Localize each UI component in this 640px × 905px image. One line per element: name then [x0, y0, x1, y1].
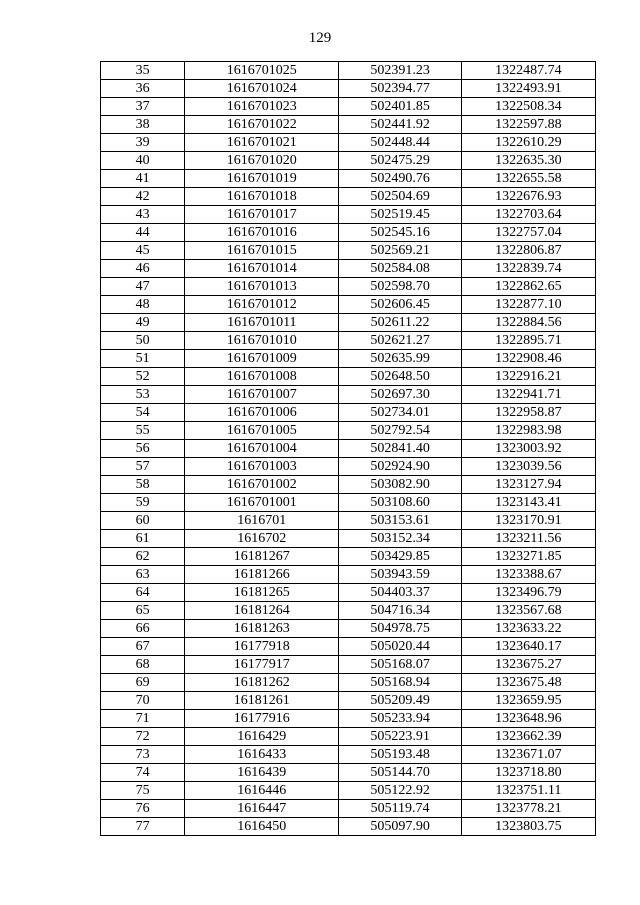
row-number-cell: 65: [101, 602, 185, 620]
row-number-cell: 38: [101, 116, 185, 134]
row-number-cell: 49: [101, 314, 185, 332]
y-coordinate-cell: 1323803.75: [461, 818, 595, 836]
x-coordinate-cell: 505144.70: [339, 764, 461, 782]
point-code-cell: 16177916: [185, 710, 339, 728]
row-number-cell: 61: [101, 530, 185, 548]
x-coordinate-cell: 505209.49: [339, 692, 461, 710]
y-coordinate-cell: 1323143.41: [461, 494, 595, 512]
table-row: [101, 530, 596, 548]
y-coordinate-cell: 1323662.39: [461, 728, 595, 746]
row-number-cell: 54: [101, 404, 185, 422]
x-coordinate-cell: 505223.91: [339, 728, 461, 746]
y-coordinate-cell: 1323496.79: [461, 584, 595, 602]
table-row: [101, 512, 596, 530]
point-code-cell: 1616701019: [185, 170, 339, 188]
row-number-cell: 57: [101, 458, 185, 476]
table-row: [101, 62, 596, 80]
y-coordinate-cell: 1323170.91: [461, 512, 595, 530]
point-code-cell: 1616701021: [185, 134, 339, 152]
row-number-cell: 69: [101, 674, 185, 692]
point-code-cell: 16181264: [185, 602, 339, 620]
y-coordinate-cell: 1323127.94: [461, 476, 595, 494]
point-code-cell: 1616450: [185, 818, 339, 836]
table-row: [101, 548, 596, 566]
table-row: [101, 368, 596, 386]
point-code-cell: 1616701002: [185, 476, 339, 494]
row-number-cell: 55: [101, 422, 185, 440]
x-coordinate-cell: 503429.85: [339, 548, 461, 566]
table-row: [101, 638, 596, 656]
row-number-cell: 35: [101, 62, 185, 80]
y-coordinate-cell: 1322958.87: [461, 404, 595, 422]
page-number: 129: [308, 30, 332, 46]
row-number-cell: 42: [101, 188, 185, 206]
point-code-cell: 1616701006: [185, 404, 339, 422]
x-coordinate-cell: 504978.75: [339, 620, 461, 638]
y-coordinate-cell: 1322908.46: [461, 350, 595, 368]
row-number-cell: 39: [101, 134, 185, 152]
row-number-cell: 73: [101, 746, 185, 764]
x-coordinate-cell: 505122.92: [339, 782, 461, 800]
row-number-cell: 43: [101, 206, 185, 224]
table-row: [101, 152, 596, 170]
point-code-cell: 16181261: [185, 692, 339, 710]
y-coordinate-cell: 1322597.88: [461, 116, 595, 134]
table-body: [101, 62, 596, 836]
row-number-cell: 47: [101, 278, 185, 296]
x-coordinate-cell: 502401.85: [339, 98, 461, 116]
y-coordinate-cell: 1322806.87: [461, 242, 595, 260]
y-coordinate-cell: 1322941.71: [461, 386, 595, 404]
y-coordinate-cell: 1322703.64: [461, 206, 595, 224]
table-row: [101, 602, 596, 620]
point-code-cell: 1616701010: [185, 332, 339, 350]
y-coordinate-cell: 1323640.17: [461, 638, 595, 656]
point-code-cell: 1616701016: [185, 224, 339, 242]
y-coordinate-cell: 1322839.74: [461, 260, 595, 278]
table-row: [101, 494, 596, 512]
y-coordinate-cell: 1323567.68: [461, 602, 595, 620]
x-coordinate-cell: 502792.54: [339, 422, 461, 440]
table-row: [101, 170, 596, 188]
point-code-cell: 1616701009: [185, 350, 339, 368]
point-code-cell: 1616701011: [185, 314, 339, 332]
table-row: [101, 242, 596, 260]
row-number-cell: 58: [101, 476, 185, 494]
y-coordinate-cell: 1322655.58: [461, 170, 595, 188]
point-code-cell: 16181266: [185, 566, 339, 584]
point-code-cell: 1616701015: [185, 242, 339, 260]
point-code-cell: 1616701001: [185, 494, 339, 512]
row-number-cell: 36: [101, 80, 185, 98]
row-number-cell: 46: [101, 260, 185, 278]
point-code-cell: 1616701017: [185, 206, 339, 224]
table-row: [101, 746, 596, 764]
y-coordinate-cell: 1322916.21: [461, 368, 595, 386]
row-number-cell: 63: [101, 566, 185, 584]
point-code-cell: 1616701018: [185, 188, 339, 206]
point-code-cell: 1616701013: [185, 278, 339, 296]
y-coordinate-cell: 1323671.07: [461, 746, 595, 764]
table-row: [101, 782, 596, 800]
table-row: [101, 476, 596, 494]
point-code-cell: 16177918: [185, 638, 339, 656]
table-row: [101, 206, 596, 224]
point-code-cell: 1616429: [185, 728, 339, 746]
x-coordinate-cell: 503108.60: [339, 494, 461, 512]
x-coordinate-cell: 502697.30: [339, 386, 461, 404]
table-row: [101, 728, 596, 746]
row-number-cell: 60: [101, 512, 185, 530]
x-coordinate-cell: 503943.59: [339, 566, 461, 584]
y-coordinate-cell: 1322487.74: [461, 62, 595, 80]
y-coordinate-cell: 1323648.96: [461, 710, 595, 728]
row-number-cell: 41: [101, 170, 185, 188]
x-coordinate-cell: 502648.50: [339, 368, 461, 386]
x-coordinate-cell: 502394.77: [339, 80, 461, 98]
row-number-cell: 64: [101, 584, 185, 602]
row-number-cell: 37: [101, 98, 185, 116]
point-code-cell: 1616701004: [185, 440, 339, 458]
x-coordinate-cell: 502598.70: [339, 278, 461, 296]
table-row: [101, 80, 596, 98]
x-coordinate-cell: 505168.94: [339, 674, 461, 692]
y-coordinate-cell: 1322862.65: [461, 278, 595, 296]
x-coordinate-cell: 502635.99: [339, 350, 461, 368]
row-number-cell: 48: [101, 296, 185, 314]
row-number-cell: 52: [101, 368, 185, 386]
x-coordinate-cell: 502611.22: [339, 314, 461, 332]
table-row: [101, 224, 596, 242]
table-row: [101, 674, 596, 692]
table-row: [101, 620, 596, 638]
y-coordinate-cell: 1322676.93: [461, 188, 595, 206]
x-coordinate-cell: 502519.45: [339, 206, 461, 224]
row-number-cell: 67: [101, 638, 185, 656]
x-coordinate-cell: 504403.37: [339, 584, 461, 602]
table-row: [101, 386, 596, 404]
y-coordinate-cell: 1323778.21: [461, 800, 595, 818]
y-coordinate-cell: 1323718.80: [461, 764, 595, 782]
point-code-cell: 1616701014: [185, 260, 339, 278]
point-code-cell: 1616433: [185, 746, 339, 764]
y-coordinate-cell: 1322983.98: [461, 422, 595, 440]
row-number-cell: 70: [101, 692, 185, 710]
row-number-cell: 62: [101, 548, 185, 566]
point-code-cell: 1616447: [185, 800, 339, 818]
x-coordinate-cell: 502734.01: [339, 404, 461, 422]
x-coordinate-cell: 503152.34: [339, 530, 461, 548]
x-coordinate-cell: 504716.34: [339, 602, 461, 620]
x-coordinate-cell: 502841.40: [339, 440, 461, 458]
x-coordinate-cell: 505193.48: [339, 746, 461, 764]
row-number-cell: 53: [101, 386, 185, 404]
table-row: [101, 332, 596, 350]
y-coordinate-cell: 1322877.10: [461, 296, 595, 314]
x-coordinate-cell: 505097.90: [339, 818, 461, 836]
y-coordinate-cell: 1323675.48: [461, 674, 595, 692]
x-coordinate-cell: 505020.44: [339, 638, 461, 656]
table-row: [101, 710, 596, 728]
point-code-cell: 1616701007: [185, 386, 339, 404]
row-number-cell: 56: [101, 440, 185, 458]
y-coordinate-cell: 1323271.85: [461, 548, 595, 566]
table-row: [101, 188, 596, 206]
row-number-cell: 76: [101, 800, 185, 818]
y-coordinate-cell: 1322635.30: [461, 152, 595, 170]
y-coordinate-cell: 1322508.34: [461, 98, 595, 116]
x-coordinate-cell: 502924.90: [339, 458, 461, 476]
x-coordinate-cell: 505119.74: [339, 800, 461, 818]
table-row: [101, 296, 596, 314]
x-coordinate-cell: 503082.90: [339, 476, 461, 494]
y-coordinate-cell: 1322895.71: [461, 332, 595, 350]
row-number-cell: 40: [101, 152, 185, 170]
x-coordinate-cell: 502391.23: [339, 62, 461, 80]
x-coordinate-cell: 505168.07: [339, 656, 461, 674]
x-coordinate-cell: 502545.16: [339, 224, 461, 242]
x-coordinate-cell: 502621.27: [339, 332, 461, 350]
point-code-cell: 16181262: [185, 674, 339, 692]
y-coordinate-cell: 1323633.22: [461, 620, 595, 638]
y-coordinate-cell: 1322610.29: [461, 134, 595, 152]
x-coordinate-cell: 502569.21: [339, 242, 461, 260]
x-coordinate-cell: 502584.08: [339, 260, 461, 278]
y-coordinate-cell: 1323659.95: [461, 692, 595, 710]
coordinates-table: [100, 61, 596, 836]
y-coordinate-cell: 1322493.91: [461, 80, 595, 98]
point-code-cell: 16181267: [185, 548, 339, 566]
point-code-cell: 1616701005: [185, 422, 339, 440]
x-coordinate-cell: 502448.44: [339, 134, 461, 152]
x-coordinate-cell: 502441.92: [339, 116, 461, 134]
row-number-cell: 51: [101, 350, 185, 368]
x-coordinate-cell: 503153.61: [339, 512, 461, 530]
row-number-cell: 66: [101, 620, 185, 638]
point-code-cell: 1616701024: [185, 80, 339, 98]
x-coordinate-cell: 502504.69: [339, 188, 461, 206]
table-row: [101, 278, 596, 296]
table-row: [101, 116, 596, 134]
table-row: [101, 314, 596, 332]
table-row: [101, 692, 596, 710]
table-row: [101, 350, 596, 368]
row-number-cell: 50: [101, 332, 185, 350]
row-number-cell: 72: [101, 728, 185, 746]
table-row: [101, 98, 596, 116]
table-row: [101, 134, 596, 152]
row-number-cell: 74: [101, 764, 185, 782]
point-code-cell: 1616439: [185, 764, 339, 782]
table-row: [101, 260, 596, 278]
point-code-cell: 1616701003: [185, 458, 339, 476]
table-row: [101, 458, 596, 476]
y-coordinate-cell: 1323211.56: [461, 530, 595, 548]
row-number-cell: 45: [101, 242, 185, 260]
row-number-cell: 75: [101, 782, 185, 800]
table-row: [101, 566, 596, 584]
table-row: [101, 818, 596, 836]
table-row: [101, 422, 596, 440]
point-code-cell: 1616701023: [185, 98, 339, 116]
row-number-cell: 77: [101, 818, 185, 836]
table-row: [101, 404, 596, 422]
row-number-cell: 68: [101, 656, 185, 674]
point-code-cell: 1616701: [185, 512, 339, 530]
point-code-cell: 1616701008: [185, 368, 339, 386]
table-row: [101, 764, 596, 782]
y-coordinate-cell: 1323039.56: [461, 458, 595, 476]
point-code-cell: 1616446: [185, 782, 339, 800]
y-coordinate-cell: 1323675.27: [461, 656, 595, 674]
point-code-cell: 16181263: [185, 620, 339, 638]
y-coordinate-cell: 1323388.67: [461, 566, 595, 584]
y-coordinate-cell: 1322884.56: [461, 314, 595, 332]
point-code-cell: 1616701025: [185, 62, 339, 80]
point-code-cell: 1616701020: [185, 152, 339, 170]
point-code-cell: 16177917: [185, 656, 339, 674]
row-number-cell: 71: [101, 710, 185, 728]
y-coordinate-cell: 1323003.92: [461, 440, 595, 458]
point-code-cell: 16181265: [185, 584, 339, 602]
point-code-cell: 1616701012: [185, 296, 339, 314]
x-coordinate-cell: 505233.94: [339, 710, 461, 728]
point-code-cell: 1616701022: [185, 116, 339, 134]
row-number-cell: 44: [101, 224, 185, 242]
x-coordinate-cell: 502606.45: [339, 296, 461, 314]
y-coordinate-cell: 1323751.11: [461, 782, 595, 800]
x-coordinate-cell: 502490.76: [339, 170, 461, 188]
table-row: [101, 440, 596, 458]
row-number-cell: 59: [101, 494, 185, 512]
x-coordinate-cell: 502475.29: [339, 152, 461, 170]
table-row: [101, 584, 596, 602]
y-coordinate-cell: 1322757.04: [461, 224, 595, 242]
point-code-cell: 1616702: [185, 530, 339, 548]
table-row: [101, 800, 596, 818]
table-row: [101, 656, 596, 674]
